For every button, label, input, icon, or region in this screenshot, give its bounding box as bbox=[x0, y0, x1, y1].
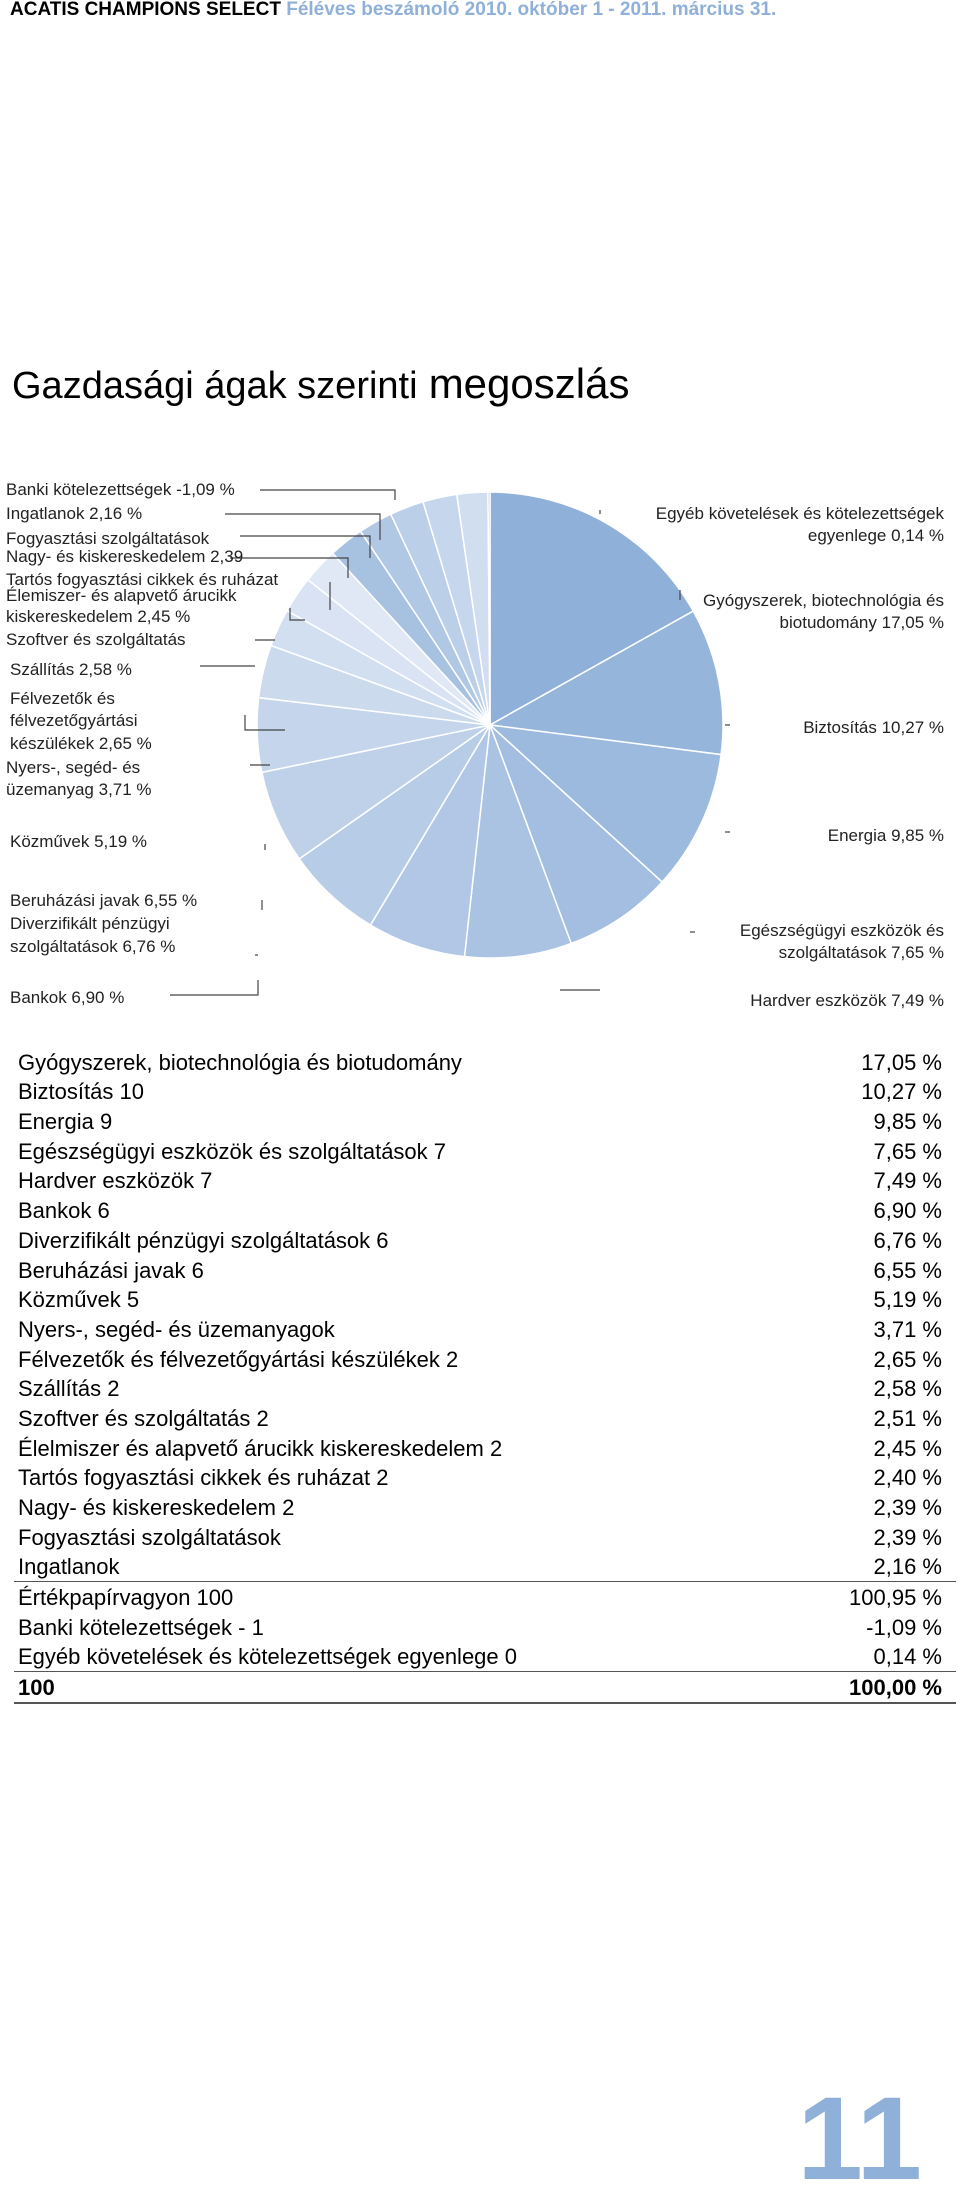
table-row bbox=[14, 1492, 956, 1522]
report-period: Féléves beszámoló 2010. október 1 - 2011. március 31. bbox=[286, 0, 777, 20]
table-row bbox=[14, 1374, 956, 1404]
sector-name: Ingatlanok bbox=[18, 1554, 120, 1580]
sector-value: 2,58 % bbox=[873, 1376, 942, 1402]
sector-value: 10,27 % bbox=[861, 1079, 942, 1105]
sector-value: 2,40 % bbox=[873, 1465, 942, 1491]
page-number: 11 bbox=[797, 2073, 922, 2205]
sector-pie-chart bbox=[0, 470, 960, 1030]
table-row bbox=[14, 1552, 956, 1582]
sector-name: Félvezetők és félvezetőgyártási készülékek 2 bbox=[18, 1346, 459, 1372]
table-row bbox=[14, 1047, 956, 1077]
label-gyogyszerek-1: Gyógyszerek, biotechnológia és bbox=[703, 591, 944, 610]
fund-name: ACATIS CHAMPIONS SELECT bbox=[10, 0, 281, 20]
sector-name: Diverzifikált pénzügyi szolgáltatások 6 bbox=[18, 1227, 389, 1253]
table-row bbox=[14, 1403, 956, 1433]
table-row bbox=[14, 1136, 956, 1166]
sector-value: 2,45 % bbox=[873, 1435, 942, 1461]
sector-value: 6,55 % bbox=[873, 1257, 942, 1283]
sector-name: Nagy- és kiskereskedelem 2 bbox=[18, 1495, 295, 1520]
label-elemiszer-1: Élemiszer- és alapvető árucikk bbox=[6, 586, 237, 605]
label-biztositas: Biztosítás 10,27 % bbox=[803, 718, 944, 737]
label-banki: Banki kötelezettségek -1,09 % bbox=[6, 480, 235, 499]
table-row bbox=[14, 1582, 956, 1612]
sector-value: 2,39 % bbox=[873, 1495, 942, 1520]
sector-value: 17,05 % bbox=[861, 1049, 942, 1075]
table-row bbox=[14, 1077, 956, 1107]
label-egyeb-1: Egyéb követelések és kötelezettségek bbox=[655, 504, 944, 523]
label-egeszsegugyi-2: szolgáltatások 7,65 % bbox=[778, 943, 944, 962]
sector-table-wrap bbox=[0, 1047, 960, 1704]
sector-value: 7,49 % bbox=[873, 1168, 942, 1194]
label-tartos: Tartós fogyasztási cikkek és ruházat bbox=[6, 570, 279, 589]
leader-line bbox=[170, 980, 258, 995]
label-ingatlanok: Ingatlanok 2,16 % bbox=[6, 504, 143, 523]
table-row bbox=[14, 1642, 956, 1672]
leader-line bbox=[260, 490, 395, 500]
sector-name: Banki kötelezettségek - 1 bbox=[18, 1614, 264, 1640]
sector-value: 6,76 % bbox=[873, 1227, 942, 1253]
section-title bbox=[12, 360, 629, 410]
table-row bbox=[14, 1195, 956, 1225]
sector-name: Beruházási javak 6 bbox=[18, 1257, 204, 1283]
sector-name: Bankok 6 bbox=[18, 1198, 110, 1224]
sector-value: 7,65 % bbox=[873, 1138, 942, 1164]
table-row bbox=[14, 1612, 956, 1642]
sector-name: Nyers-, segéd- és üzemanyagok bbox=[18, 1316, 335, 1342]
total-row bbox=[14, 1672, 956, 1703]
label-gyogyszerek-2: biotudomány 17,05 % bbox=[779, 613, 944, 632]
sector-value: 2,16 % bbox=[873, 1554, 942, 1580]
label-nyers-2: üzemanyag 3,71 % bbox=[6, 780, 152, 799]
label-beruhazasi: Beruházási javak 6,55 % bbox=[10, 891, 198, 910]
label-felvezetok-3: készülékek 2,65 % bbox=[10, 734, 152, 753]
table-row bbox=[14, 1344, 956, 1374]
label-diverzifikalt-1: Diverzifikált pénzügyi bbox=[10, 914, 170, 933]
sector-value: 2,39 % bbox=[873, 1524, 942, 1550]
sector-value: -1,09 % bbox=[866, 1614, 942, 1640]
sector-value: 5,19 % bbox=[873, 1287, 942, 1313]
label-energia: Energia 9,85 % bbox=[827, 826, 944, 845]
label-elemiszer-2: kiskereskedelem 2,45 % bbox=[6, 607, 191, 626]
sector-value: 3,71 % bbox=[873, 1316, 942, 1342]
sector-name: Szoftver és szolgáltatás 2 bbox=[18, 1405, 269, 1431]
label-kozmuvek: Közművek 5,19 % bbox=[10, 832, 148, 851]
label-diverzifikalt-2: szolgáltatások 6,76 % bbox=[10, 937, 176, 956]
sector-name: Szállítás 2 bbox=[18, 1376, 120, 1402]
table-row bbox=[14, 1285, 956, 1315]
sector-name: Hardver eszközök 7 bbox=[18, 1168, 213, 1194]
label-felvezetok-1: Félvezetők és bbox=[10, 689, 115, 708]
sector-name: Élelmiszer és alapvető árucikk kiskereskedelem 2 bbox=[18, 1435, 503, 1461]
label-szoftver: Szoftver és szolgáltatás bbox=[6, 630, 186, 649]
table-row bbox=[14, 1225, 956, 1255]
table-row bbox=[14, 1166, 956, 1196]
label-egyeb-2: egyenlege 0,14 % bbox=[807, 526, 944, 545]
total-value: 100,00 % bbox=[798, 1672, 956, 1703]
sector-name: Értékpapírvagyon 100 bbox=[14, 1582, 798, 1612]
label-hardver: Hardver eszközök 7,49 % bbox=[750, 991, 944, 1010]
sector-value: 2,51 % bbox=[873, 1405, 942, 1431]
table-row bbox=[14, 1522, 956, 1552]
label-felvezetok-2: félvezetőgyártási bbox=[10, 711, 138, 730]
table-row bbox=[14, 1255, 956, 1285]
sector-name: Gyógyszerek, biotechnológia és biotudomány bbox=[18, 1049, 462, 1075]
sector-table bbox=[14, 1047, 956, 1704]
sector-name: Tartós fogyasztási cikkek és ruházat 2 bbox=[18, 1465, 389, 1491]
section-title-post: megoszlás bbox=[428, 360, 630, 407]
sector-name: Biztosítás 10 bbox=[18, 1079, 144, 1105]
table-row bbox=[14, 1106, 956, 1136]
sector-value: 2,65 % bbox=[873, 1346, 942, 1372]
label-nagy: Nagy- és kiskereskedelem 2,39 bbox=[6, 547, 244, 566]
sector-value: 6,90 % bbox=[873, 1198, 942, 1224]
sector-name: Közművek 5 bbox=[18, 1287, 140, 1313]
label-bankok: Bankok 6,90 % bbox=[10, 988, 125, 1007]
label-egeszsegugyi-1: Egészségügyi eszközök és bbox=[739, 921, 944, 940]
table-row bbox=[14, 1433, 956, 1463]
total-label: 100 bbox=[14, 1672, 798, 1703]
sector-name: Egészségügyi eszközök és szolgáltatások 7 bbox=[18, 1138, 447, 1164]
page-header bbox=[10, 0, 776, 20]
table-row bbox=[14, 1463, 956, 1493]
sector-value: 100,95 % bbox=[798, 1582, 956, 1612]
section-title-pre: Gazdasági ágak szerinti bbox=[12, 365, 418, 407]
table-row bbox=[14, 1314, 956, 1344]
sector-value: 9,85 % bbox=[873, 1109, 942, 1135]
label-szallitas: Szállítás 2,58 % bbox=[10, 660, 132, 679]
sector-name: Fogyasztási szolgáltatások bbox=[18, 1524, 281, 1550]
label-fogyasztasi: Fogyasztási szolgáltatások bbox=[6, 529, 210, 548]
sector-value: 0,14 % bbox=[873, 1644, 942, 1670]
sector-name: Energia 9 bbox=[18, 1109, 113, 1135]
sector-name: Egyéb követelések és kötelezettségek egyenlege 0 bbox=[18, 1644, 517, 1670]
label-nyers-1: Nyers-, segéd- és bbox=[6, 758, 141, 777]
